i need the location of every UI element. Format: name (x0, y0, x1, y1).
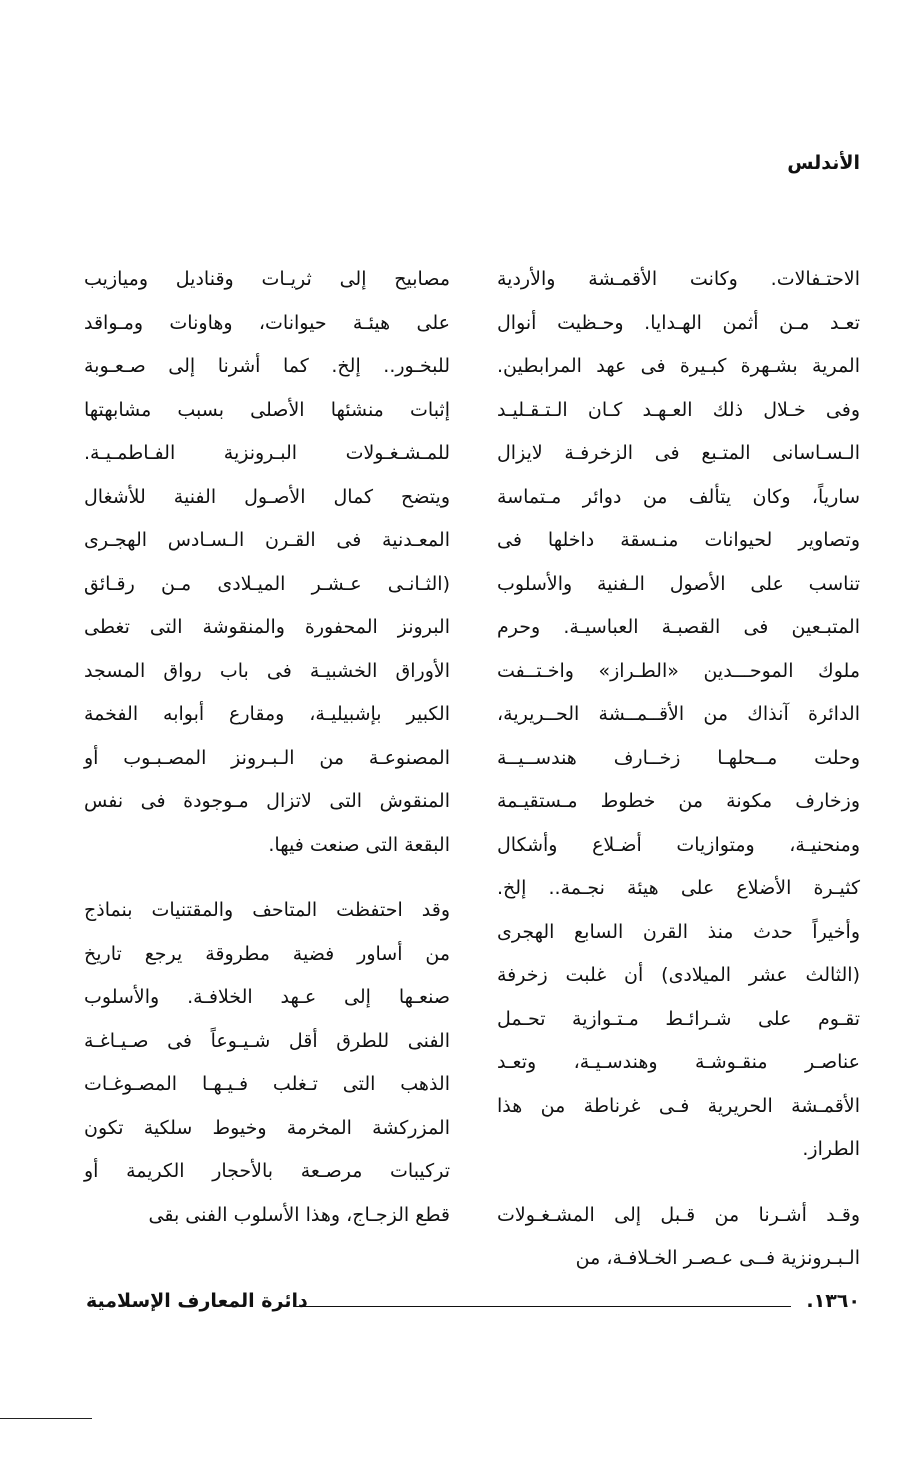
text-line: وتصاوير لحيوانات منـسقة داخلها فى (497, 529, 860, 551)
text-line: (الثـانـى عـشـر الميـلادى مـن رقـائق (84, 572, 450, 595)
text-line: وزخارف مكونة من خطوط مـستقيـمة (497, 790, 860, 812)
text-line: كثيـرة الأضلاع على هيئة نجـمة.. إلخ. (497, 877, 860, 899)
text-line: تقـوم على شـرائـط مـتـوازية تحـمل (497, 1007, 860, 1030)
text-line: الذهب التى تـغلب فـيـهـا المصـوغـات (84, 1073, 450, 1095)
text-line: البقعة التى صنعت فيها. (268, 833, 450, 856)
text-line: تعـد مـن أثمن الهـدايا. وحـظيت أنوال (497, 311, 860, 334)
text-line: البرونز المحفورة والمنقوشة التى تغطى (84, 616, 450, 638)
text-line: للمـشـغـولات البـرونزية الفـاطمـيـة. (84, 442, 450, 464)
text-line: تركيبات مرصـعة بالأحجار الكريمة أو (84, 1160, 450, 1182)
text-line: على هيئـة حيوانات، وهاونات ومـواقد (84, 311, 450, 334)
footer-title: دائرة المعارف الإسلامية (86, 1290, 308, 1312)
left-column (84, 258, 450, 1237)
text-line: إثبات منشئها الأصلى بسبب مشابهتها (84, 398, 450, 421)
text-line: مصابيح إلى ثريـات وقناديل وميازيب (84, 268, 450, 290)
scan-edge-line (0, 1418, 92, 1419)
text-line: صنعـها إلى عـهد الخلافـة. والأسلوب (84, 986, 450, 1008)
text-line: المعـدنية فى القـرن الـسـادس الهجـرى (84, 529, 450, 551)
text-line: المصنوعـة من الـبـرونز المصـبـوب أو (84, 746, 450, 769)
running-head: الأندلس (787, 152, 860, 174)
footer-rule (296, 1306, 791, 1307)
text-line: من أساور فضية مطروقة يرجع تاريخ (84, 942, 450, 965)
text-line: الكبير بإشبيليـة، ومقارع أبوابه الفخمة (84, 703, 450, 725)
text-line: المنقوش التى لاتزال مـوجودة فى نفس (84, 790, 450, 812)
text-line: الطراز. (802, 1138, 860, 1160)
text-line: قطع الزجـاج، وهذا الأسلوب الفنى بقى (148, 1203, 450, 1226)
paragraph-gap (84, 867, 450, 889)
text-line: للبخـور.. إلخ. كما أشرنا إلى صـعـوبة (84, 355, 450, 377)
text-line: الأوراق الخشبيـة فى باب رواق المسجد (84, 659, 450, 682)
text-line: (الثالث عشر الميلادى) أن غلبت زخرفة (497, 964, 860, 986)
text-line: ويتضح كمال الأصـول الفنية للأشغال (84, 485, 450, 508)
text-line: تناسب على الأصول الـفنية والأسلوب (497, 572, 860, 595)
paragraph-gap (497, 1172, 860, 1194)
text-line: المرية بشـهرة كبـيرة فى عهد المرابطين. (497, 355, 860, 377)
right-column (497, 258, 860, 1281)
text-line: وأخيراً حدث منذ القرن السابع الهجرى (497, 920, 860, 943)
page-number: ١٣٦٠. (806, 1290, 860, 1312)
text-line: الـبـرونزية فــى عـصـر الخـلافـة، من (575, 1247, 860, 1269)
text-line: الدائرة آنذاك من الأقــمــشة الحــريرية، (497, 703, 860, 725)
text-line: الأقمـشة الحريرية فـى غرناطة من هذا (497, 1094, 860, 1117)
text-line: ومنحنيـة، ومتوازيات أضـلاع وأشكال (497, 833, 860, 856)
text-line: ملوك الموحـــدين «الطـراز» واخـتــفت (497, 659, 860, 682)
text-line: وحلت مــحلهـا زخــارف هندســيــة (497, 746, 860, 769)
text-line: المزركشة المخرمة وخيوط سلكية تكون (84, 1116, 450, 1139)
text-line: سارياً، وكان يتألف من دوائر مـتماسة (497, 485, 860, 508)
text-line: وقـد أشـرنا من قـبل إلى المشـغـولات (497, 1203, 860, 1226)
text-line: الـسـاسانى المتـبع فى الزخرفـة لايزال (497, 442, 860, 464)
text-line: وقد احتفظت المتاحف والمقتنيات بنماذج (84, 899, 450, 921)
text-line: وفى خـلال ذلك العـهـد كـان الـتـقـليـد (497, 398, 860, 421)
text-line: عناصـر منقـوشـة وهندسـيـة، وتعـد (497, 1051, 860, 1073)
text-line: الفنى للطرق أقل شـيـوعاً فى صـيـاغـة (84, 1029, 450, 1052)
text-line: المتبـعين فى القصبـة العباسيـة. وحرم (497, 616, 860, 638)
text-line: الاحتـفالات. وكانت الأقمـشة والأردية (497, 268, 860, 290)
